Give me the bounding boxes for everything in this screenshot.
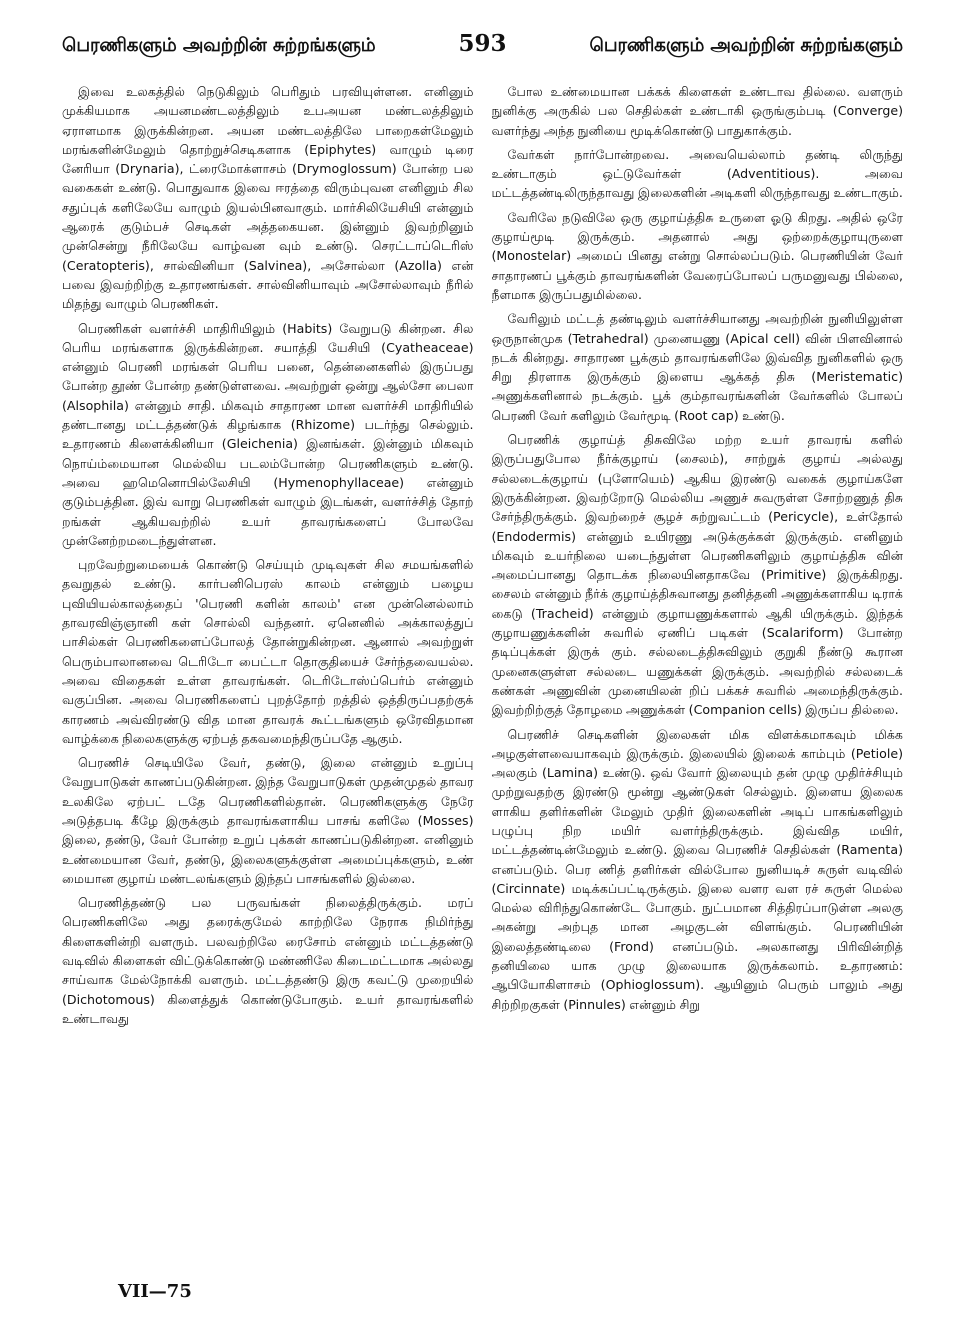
running-head	[62, 30, 903, 66]
paragraph: வேரிலே நடுவிலே ஒரு குழாய்த்திசு உருளை ஓடு கிறது. அதில் ஒரே குழாய்மூடி இருக்கும். அதனால் அது ஒற்றைக்குழாயுருளை (Monostelar) அமைப் பினது என்று சொல்லப்படும். பெரணியின் வேர் சாதாரணப் பூக்கும் தாவரங்களின் வேரைப்போலப் பருமனுவது பில்லை, நீளமாக இருப்பதுமில்லை.	[491, 209, 903, 302]
paragraph: வேரிலும் மட்டத் தண்டிலும் வளர்ச்சியானது அவற்றின் நுனியிலுள்ள ஒருநான்முக (Tetrahedral) முனையணு (Apical cell) வின் பிளவினால் நடக் கின்றது. சாதாரண பூக்கும் தாவரங்களிலே இவ்வித நுனிகளில் ஒரு சிறு திரளாக இருக்கும் இளைய ஆக்கத் திசு (Meristematic) அணுக்களினால் நடக்கும். பூக் கும்தாவரங்களின் வேர்களில் போலப் பெரணி வேர் களிலும் வேர்மூடி (Root cap) உண்டு.	[491, 311, 903, 423]
running-title-left: பெரணிகளும் அவற்றின் சுற்றங்களும்	[62, 35, 376, 56]
paragraph: பெரணிக் குழாய்த் திசுவிலே மற்ற உயர் தாவரங் களில் இருப்பதுபோல நீர்க்குழாய் (சைலம்), சாற்றுக் குழாய் அல்லது சல்லடைக்குழாய் (புளோயெம்) ஆகிய இரண்டு வகைக் குழாய்களே இருக்கின்றன. இவற்றோடு மெல்லிய அணுச் சுவருள்ள சோற்றணுத் திசு சேர்ந்திருக்கும். இவற்றைச் சூழச் சுற்றுவட்டம் (Pericycle), உள்தோல் (Endodermis) என்னும் உயிரணு அடுக்குக்கள் இருக்கும். எனினும் மிகவும் உயர்நிலை யடைந்துள்ள பெரணிகளிலும் குழாய்த்திசு வின் அமைப்பானது தொடக்க நிலையினதாகவே (Primitive) இருக்கிறது. சைலம் என்னும் நீர்க் குழாய்த்திசுவானது தனித்தனி அணுக்களாகிய டிராக் கைடு (Tracheid) என்னும் குழாயணுக்களால் ஆகி யிருக்கும். இந்தக் குழாயணுக்களின் சுவரில் ஏணிப் படிகள் (Scalariform) போன்ற தடிப்புக்கள் இருக் கும். சல்லடைத்திசுவிலும் குறுகி நீண்டு கூரான முனைகளுள்ள சல்லடை யணுக்கள் இருக்கும். அவற்றில் சல்லடைக் கண்கள் அணுவின் முனையிலன் றிப் பக்கச் சுவரில் அமைந்திருக்கும். இவற்றிற்குத் தோழமை அணுக்கள் (Companion cells) இருப்ப தில்லை.	[491, 432, 903, 718]
paragraph: பெரணிகள் வளர்ச்சி மாதிரியிலும் (Habits) வேறுபடு கின்றன. சில பெரிய மரங்களாக இருக்கின்றன. சயாத்தி யேசியி (Cyatheaceae) என்னும் பெரணி மரங்கள் பெரிய பனை, தென்னைகளில் இருப்பது போன்ற தூண் போன்ற தண்டுள்ளவை. அவற்றுள் ஒன்று ஆல்சோ பைலா (Alsophila) என்னும் சாதி. மிகவும் சாதாரண மான வளர்ச்சி மாதிரியில் தண்டானது மட்டத்தண்டுக் கிழங்காக (Rhizome) படர்ந்து செல்லும். உதாரணம் கிளைக்கினியா (Gleichenia) இனங்கள். இன்னும் மிகவும் நொய்ம்மையான மெல்லிய படலம்போன்ற பெரணிகளும் உண்டு. அவை ஹமெனொபில்லேசியி (Hymenophyllaceae) என்னும் குடும்பத்தின. இவ் வாறு பெரணிகள் வாழும் இடங்கள், வளர்ச்சித் தோற் றங்கள் ஆகியவற்றில் உயர் தாவரங்களைப் போலவே முன்னேற்றமடைந்துள்ளன.	[62, 320, 474, 548]
paragraph: இவை உலகத்தில் நெடுகிலும் பெரிதும் பரவியுள்ளன. எனினும் முக்கியமாக அயனமண்டலத்திலும் உபஅயன மண்டலத்திலும் ஏராளமாக இருக்கின்றன. அயன மண்டலத்திலே பாறைகள்மேலும் மரங்களின்மேலும் தொற்றுச்செடிகளாக (Epiphytes) வாழும் டிரை னேரியா (Drynaria), ட்ரைமோக்ளாசம் (Drymoglossum) போன்ற பல வகைகள் உண்டு. பொதுவாக இவை ஈரத்தை விரும்புவன எனினும் சில சதுப்புக் களிலேயே வாழும் இயல்பினவாகும். மார்சிலியேசியி என்னும் ஆரைக் குடும்பச் செடிகள் அத்தகையன. இன்னும் இவற்றினும் முன்சென்று நீரிலேயே வாழ்வன வும் உண்டு. செரட்டாப்டெரிஸ் (Ceratopteris), சால்வினியா (Salvinea), அசோல்லா (Azolla) என் பவை இவற்றிற்கு உதாரணங்கள். சால்வினியாவும் அசோல்லாவும் நீரில் மிதந்து வாழும் பெரணிகள்.	[62, 84, 474, 312]
paragraph: பெரணிச் செடியிலே வேர், தண்டு, இலை என்னும் உறுப்பு வேறுபாடுகள் காணப்படுகின்றன. இந்த வேறுபாடுகள் முதன்முதல் தாவர உலகிலே ஏற்பட் டதே பெரணிகளில்தான். பெரணிகளுக்கு நேரே அடுத்தபடி கீழே இருக்கும் தாவரங்களாகிய பாசங் களிலே (Mosses) இலை, தண்டு, வேர் போன்ற உறுப் புக்கள் காணப்படுகின்றன. எனினும் உண்மையான வேர், தண்டு, இலைகளுக்குள்ள அமைப்புக்களும், உண் மையான குழாய் மண்டலங்களும் இந்தப் பாசங்களில் இல்லை.	[62, 755, 474, 886]
paragraph: பெரணிச் செடிகளின் இலைகள் மிக விளக்கமாகவும் மிக்க அழகுள்ளவையாகவும் இருக்கும். இலையில் இலைக் காம்பும் (Petiole) அலகும் (Lamina) உண்டு. ஒவ் வோர் இலையும் தன் முழு முதிர்ச்சியும் முற்றுவதற்கு இரண்டு மூன்று ஆண்டுகள் செல்லும். இளைய இலைக ளாகிய தளிர்களின் மேலும் முதிர் இலைகளின் அடிப் பாகங்களிலும் பழுப்பு நிற மயிர் வளர்ந்திருக்கும். இவ்வித மயிர், மட்டத்தண்டின்மேலும் உண்டு. இவை பெரணிச் செதில்கள் (Ramenta) எனப்படும். பெர ணித் தளிர்கள் வில்போல நுனியடிச் சுருள் வடிவில் (Circinnate) மடிக்கப்பட்டிருக்கும். இலை வளர வள ரச் சுருள் மெல்ல மெல்ல விரிந்துகொண்டே போகும். நுட்பமான சித்திரப்பாடுள்ள அலகு அகன்று அற்புத மான அழகுடன் விளங்கும். பெரணியின் இலைத்தண்டிலை (Frond) எனப்படும். அலகானது பிரிவின்றித் தனியிலை யாக முழு இலையாக இருக்கலாம். உதாரணம்: ஆபியோகிளாசம் (Ophioglossum). ஆயினும் பெரும் பாலும் அது சிற்றிறகுகள் (Pinnules) என்னும் சிறு	[491, 726, 903, 1012]
volume-mark: VII—75	[118, 1281, 192, 1302]
paragraph: வேர்கள் நார்போன்றவை. அவையெல்லாம் தண்டி லிருந்து உண்டாகும் ஒட்டுவேர்கள் (Adventitious). அவை மட்டத்தண்டிலிருந்தாவது இலைகளின் அடிகளி லிருந்தாவது உண்டாகும்.	[491, 146, 903, 201]
paragraph: புறவேற்றுமையைக் கொண்டு செய்யும் முடிவுகள் சில சமயங்களில் தவறுதல் உண்டு. கார்பனிபெரஸ் காலம் என்னும் பழைய புவியியல்காலத்தைப் 'பெரணி களின் காலம்' என முன்னெல்லாம் தாவரவிஞ்ஞானி கள் சொல்லி வந்தனர். ஏனெனில் அக்காலத்துப் பாசில்கள் பெரணிகளைப்போலத் தோன்றுகின்றன. ஆனால் அவற்றுள் பெரும்பாலானவை டெரிடோ பைட்டா தொகுதியைச் சேர்ந்தவையல்ல. அவை விதைகள் உள்ள தாவரங்கள். டெரிடோஸ்ப்பெர்ம் என்னும் வகுப்பின. அவை பெரணிகளைப் புறத்தோற் றத்தில் ஒத்திருப்பதற்குக் காரணம் அவ்விரண்டு வித மான தாவரக் கூட்டங்களும் ஒரேவிதமான வாழ்க்கை நிலைகளுக்கு ஏற்பத் தகவமைந்திருப்பதே ஆகும்.	[62, 557, 474, 746]
paragraph: பெரணித்தண்டு பல பருவங்கள் நிலைத்திருக்கும். மரப் பெரணிகளிலே அது தரைக்குமேல் காற்றிலே நேராக நிமிர்ந்து கிளைகளின்றி வளரும். பலவற்றிலே ரைசோம் என்னும் மட்டத்தண்டு வடிவில் கிளைகள் விட்டுக்கொண்டு மண்ணிலே கிடைமட்டமாக அல்லது சாய்வாக மேல்நோக்கி வளரும். மட்டத்தண்டு இரு கவட்டு முறையில் (Dichotomous) கிளைத்துக் கொண்டுபோகும். உயர் தாவரங்களில் உண்டாவது	[62, 895, 474, 1026]
running-title-right: பெரணிகளும் அவற்றின் சுற்றங்களும்	[589, 35, 903, 56]
page-number: 593	[458, 30, 507, 57]
left-column	[62, 82, 474, 1264]
paragraph: போல உண்மையான பக்கக் கிளைகள் உண்டாவ தில்லை. வளரும் நுனிக்கு அருகில் பல செதில்கள் உண்டாகி ஒருங்கும்படி (Converge) வளர்ந்து அந்த நுனியை மூடிக்கொண்டு பாதுகாக்கும்.	[491, 84, 903, 138]
right-column	[492, 82, 904, 1264]
body-columns	[62, 82, 903, 1264]
